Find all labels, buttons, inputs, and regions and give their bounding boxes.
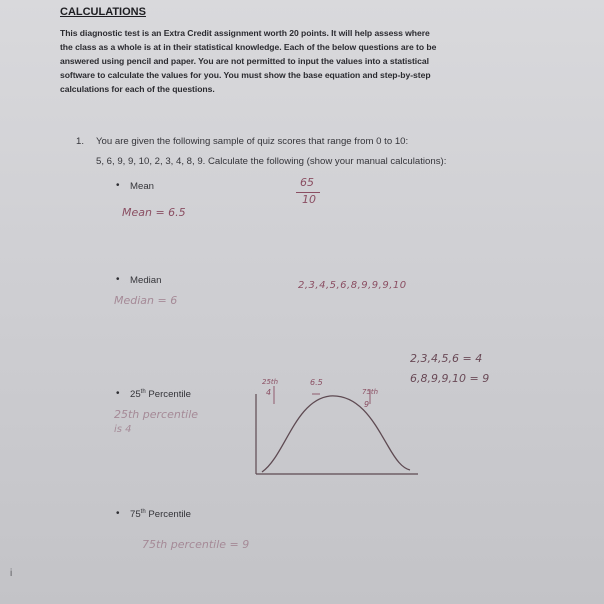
curve-label-75th: 75th — [362, 388, 379, 396]
hand-mean-answer: Mean = 6.5 — [122, 206, 186, 219]
question-number: 1. — [76, 136, 85, 147]
curve-line — [262, 396, 410, 472]
intro-line-3: answered using pencil and paper. You are not permitted to input the values into a statistical — [60, 56, 429, 66]
intro-line-4: software to calculate the values for you. You must show the base equation and step-by-step — [60, 70, 431, 80]
hand-p25-answer-line2: is 4 — [114, 424, 132, 435]
intro-line-2: the class as a whole is at in their statistical knowledge. Each of the below questions are to be — [60, 42, 437, 52]
margin-mark: i — [10, 568, 13, 579]
curve-label-9: 9 — [364, 400, 370, 409]
hand-mean-numerator: 65 — [300, 176, 314, 189]
hand-mean-denominator: 10 — [302, 193, 316, 206]
curve-label-mid: 6.5 — [310, 378, 323, 387]
hand-p75-answer: 75th percentile = 9 — [142, 538, 250, 551]
item-median-label: Median — [130, 275, 162, 286]
hand-sorted-list: 2,3,4,5,6,8,9,9,9,10 — [298, 280, 407, 291]
page-heading: CALCULATIONS — [60, 6, 146, 18]
bullet-p75: • — [116, 508, 120, 519]
item-mean-label: Mean — [130, 181, 154, 192]
hand-p25-answer-line1: 25th percentile — [114, 408, 199, 421]
curve-label-4: 4 — [266, 388, 272, 397]
item-p25-label: 25th Percentile — [130, 389, 192, 401]
bullet-mean: • — [116, 180, 120, 191]
hand-upper-half: 6,8,9,9,10 = 9 — [410, 372, 490, 385]
bullet-p25: • — [116, 388, 120, 399]
item-p75-label: 75th Percentile — [130, 509, 192, 521]
curve-label-25th: 25th — [262, 378, 279, 386]
intro-line-5: calculations for each of the questions. — [60, 84, 215, 94]
question-prompt: You are given the following sample of quiz scores that range from 0 to 10: — [96, 136, 409, 147]
hand-median-answer: Median = 6 — [114, 294, 178, 307]
bullet-median: • — [116, 274, 120, 285]
hand-lower-half: 2,3,4,5,6 = 4 — [410, 352, 483, 365]
intro-line-1: This diagnostic test is an Extra Credit assignment worth 20 points. It will help assess where — [60, 28, 430, 38]
question-data-line: 5, 6, 9, 9, 10, 2, 3, 4, 8, 9. Calculate the following (show your manual calculations): — [96, 156, 447, 167]
